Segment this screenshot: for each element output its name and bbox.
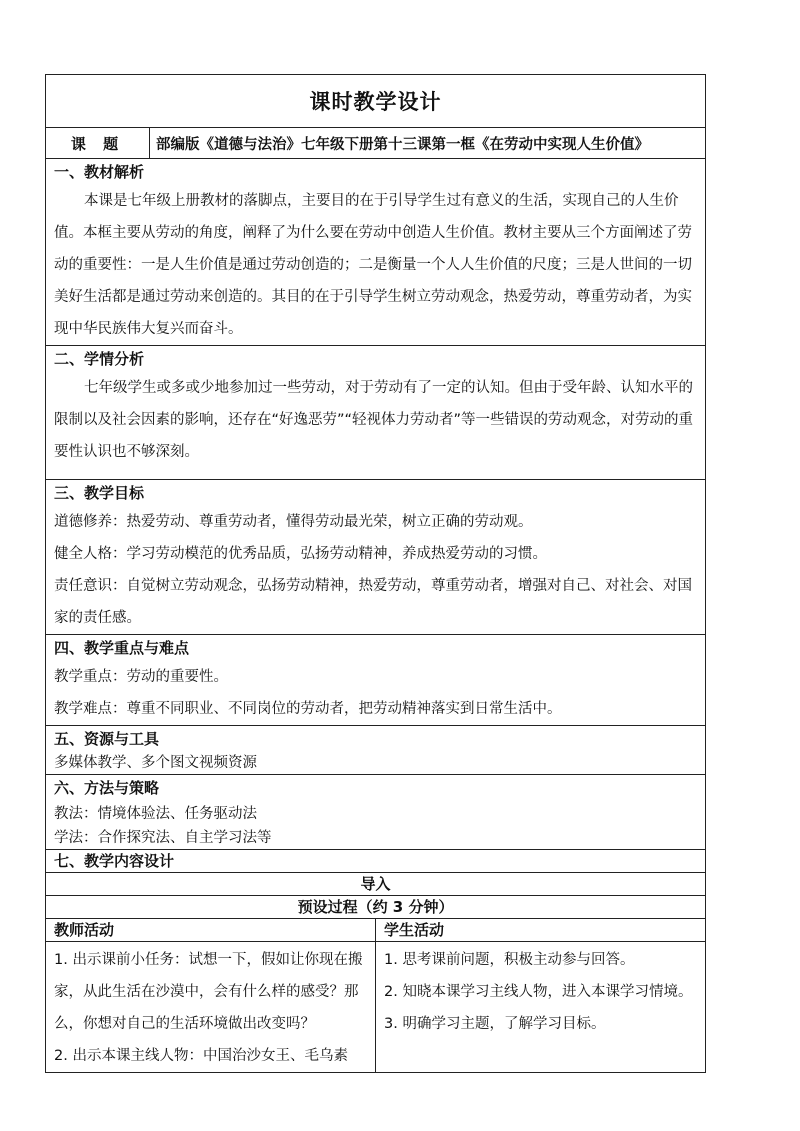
section-heading: 一、教材解析 — [54, 163, 145, 181]
topic-label: 课 题 — [46, 128, 150, 159]
topic-value: 部编版《道德与法治》七年级下册第十三课第一框《在劳动中实现人生价值》 — [150, 128, 706, 159]
section-methods — [46, 775, 706, 850]
section-heading: 三、教学目标 — [54, 484, 145, 502]
section-heading: 四、教学重点与难点 — [54, 639, 190, 657]
stage-heading: 导入 — [46, 873, 706, 896]
student-activity-item: 2. 知晓本课学习主线人物，进入本课学习情境。 — [384, 984, 693, 1000]
section-heading: 六、方法与策略 — [54, 779, 160, 797]
teacher-activity-text: 1. 出示课前小任务：试想一下，假如让你现在搬家，从此生活在沙漠中，会有什么样的感受？那么，你想对自己的生活环境做出改变吗？ 2. 出示本课主线人物：中国治沙女王、毛乌素 — [54, 952, 363, 1064]
section-heading: 七、教学内容设计 — [54, 852, 175, 870]
section-key-points — [46, 635, 706, 726]
section-learner-analysis — [46, 346, 706, 480]
key-point-item: 教学重点：劳动的重要性。 — [54, 669, 228, 685]
goal-item: 责任意识：自觉树立劳动观念，弘扬劳动精神，热爱劳动，尊重劳动者，增强对自己、对社会、对国家的责任感。 — [54, 578, 692, 626]
section-teaching-goals — [46, 480, 706, 635]
student-activity-header: 学生活动 — [376, 919, 706, 942]
document-title: 课时教学设计 — [46, 75, 706, 128]
section-heading: 五、资源与工具 — [54, 730, 160, 748]
teacher-activity-cell — [46, 942, 376, 1073]
lesson-design-document — [45, 74, 705, 1073]
method-item: 学法：合作探究法、自主学习法等 — [54, 830, 272, 846]
goal-item: 健全人格：学习劳动模范的优秀品质，弘扬劳动精神，养成热爱劳动的习惯。 — [54, 546, 547, 562]
student-activity-item: 1. 思考课前问题，积极主动参与回答。 — [384, 952, 635, 968]
goal-item: 道德修养：热爱劳动、尊重劳动者，懂得劳动最光荣，树立正确的劳动观。 — [54, 514, 533, 530]
teacher-activity-header: 教师活动 — [46, 919, 376, 942]
student-activity-item: 3. 明确学习主题，了解学习目标。 — [384, 1016, 606, 1032]
student-activity-cell — [376, 942, 706, 1073]
section-textbook-analysis — [46, 159, 706, 346]
process-heading: 预设过程（约 3 分钟） — [46, 896, 706, 919]
key-point-item: 教学难点：尊重不同职业、不同岗位的劳动者，把劳动精神落实到日常生活中。 — [54, 701, 562, 717]
method-item: 教法：情境体验法、任务驱动法 — [54, 806, 257, 822]
section-content-design — [46, 850, 706, 873]
section-heading: 二、学情分析 — [54, 350, 145, 368]
section-paragraph: 七年级学生或多或少地参加过一些劳动，对于劳动有了一定的认知。但由于受年龄、认知水平的限制以及社会因素的影响，还存在“好逸恶劳”“轻视体力劳动者”等一些错误的劳动观念，对劳动的重要性认识也不够深刻。 — [54, 380, 694, 460]
resources-text: 多媒体教学、多个图文视频资源 — [54, 755, 257, 771]
lesson-design-table — [45, 74, 706, 1073]
section-paragraph: 本课是七年级上册教材的落脚点，主要目的在于引导学生过有意义的生活，实现自己的人生价值。本框主要从劳动的角度，阐释了为什么要在劳动中创造人生价值。教材主要从三个方面阐述了劳动的重要性：一是人生价值是通过劳动创造的；二是衡量一个人人生价值的尺度；三是人世间的一切美好生活都是通过劳动来创造的。其目的在于引导学生树立劳动观念，热爱劳动，尊重劳动者，为实现中华民族伟大复兴而奋斗。 — [54, 193, 692, 337]
section-resources — [46, 726, 706, 775]
